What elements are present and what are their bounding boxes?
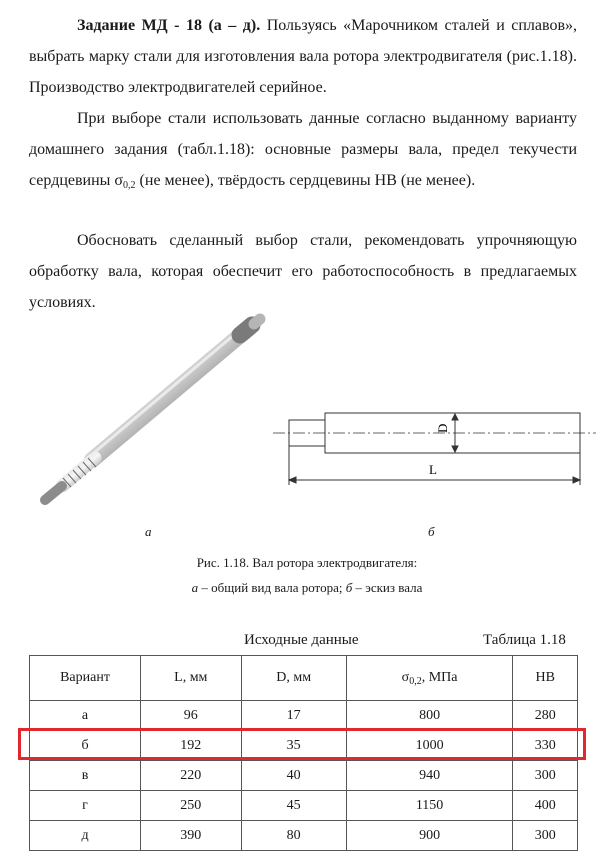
cell-length: 192	[141, 731, 242, 761]
cell-yield-strength: 1000	[346, 731, 513, 761]
task-text-2: При выборе стали использовать данные согласно выданному варианту домашнего задания (табл.1.18): основные размеры вала, предел текучести сердцевины	[29, 110, 577, 189]
dimension-l-label: L	[429, 462, 437, 477]
cell-length: 220	[141, 761, 242, 791]
table-title: Исходные данные	[244, 632, 359, 648]
header-sigma-unit: , МПа	[421, 669, 458, 685]
cell-variant: г	[30, 791, 141, 821]
cell-yield-strength: 800	[346, 701, 513, 731]
shaft-photo	[45, 319, 260, 500]
header-sigma-symbol: σ	[401, 669, 410, 685]
cell-hardness: 280	[513, 701, 578, 731]
cell-yield-strength: 940	[346, 761, 513, 791]
header-diameter: D, мм	[241, 656, 346, 701]
source-data-table	[29, 655, 578, 851]
shaft-figure	[0, 300, 614, 540]
header-sigma-subscript: 0,2	[409, 675, 422, 687]
caption-b-marker: б	[345, 580, 353, 595]
cell-diameter: 80	[241, 821, 346, 851]
table-row	[30, 791, 578, 821]
cell-length: 250	[141, 791, 242, 821]
table-row	[30, 761, 578, 791]
figure-label-a: а	[145, 524, 152, 539]
figure-caption-line1: Рис. 1.18. Вал ротора электродвигателя:	[196, 555, 418, 570]
cell-hardness: 330	[513, 731, 578, 761]
table-number: Таблица 1.18	[483, 632, 566, 648]
cell-diameter: 40	[241, 761, 346, 791]
task-text-1: Пользуясь «Марочником сталей и сплавов», выбрать марку стали для изготовления вала ротора электродвигателя (рис.1.18). Производство электродвигателей серийное.	[29, 17, 578, 96]
figure-label-b: б	[428, 524, 435, 539]
task-paragraph-2	[29, 103, 577, 201]
hb-symbol: HB	[374, 172, 397, 189]
table-header-row	[30, 656, 578, 701]
cell-diameter: 17	[241, 701, 346, 731]
task-paragraph-1	[29, 10, 577, 103]
cell-yield-strength: 900	[346, 821, 513, 851]
cell-variant: б	[30, 731, 141, 761]
header-yield-strength	[346, 656, 513, 701]
task-text-2-mid: (не менее), твёрдость сердцевины	[135, 172, 375, 189]
dimension-d-label: D	[435, 423, 450, 433]
sigma-symbol: σ	[114, 172, 124, 189]
cell-length: 390	[141, 821, 242, 851]
header-variant: Вариант	[30, 656, 141, 701]
cell-hardness: 300	[513, 821, 578, 851]
cell-variant: в	[30, 761, 141, 791]
task-text-3: Обосновать сделанный выбор стали, рекомендовать упрочняющую обработку вала, которая обеспечит его работоспособность в предлагаемых условиях.	[29, 232, 577, 311]
table-row	[30, 731, 578, 761]
figure-caption-line2	[0, 580, 614, 596]
task-text-2-end: (не менее).	[396, 172, 476, 189]
caption-b-text: – эскиз вала	[352, 580, 423, 595]
task-title: Задание МД - 18 (а – д).	[77, 17, 261, 34]
cell-variant: а	[30, 701, 141, 731]
cell-yield-strength: 1150	[346, 791, 513, 821]
cell-hardness: 400	[513, 791, 578, 821]
table-row	[30, 701, 578, 731]
cell-diameter: 45	[241, 791, 346, 821]
cell-variant: д	[30, 821, 141, 851]
header-length: L, мм	[141, 656, 242, 701]
caption-a-text: – общий вид вала ротора;	[198, 580, 346, 595]
sigma-subscript: 0,2	[123, 180, 136, 191]
cell-length: 96	[141, 701, 242, 731]
header-hardness: HB	[513, 656, 578, 701]
table-row	[30, 821, 578, 851]
cell-diameter: 35	[241, 731, 346, 761]
cell-hardness: 300	[513, 761, 578, 791]
caption-a-marker: а	[191, 580, 199, 595]
